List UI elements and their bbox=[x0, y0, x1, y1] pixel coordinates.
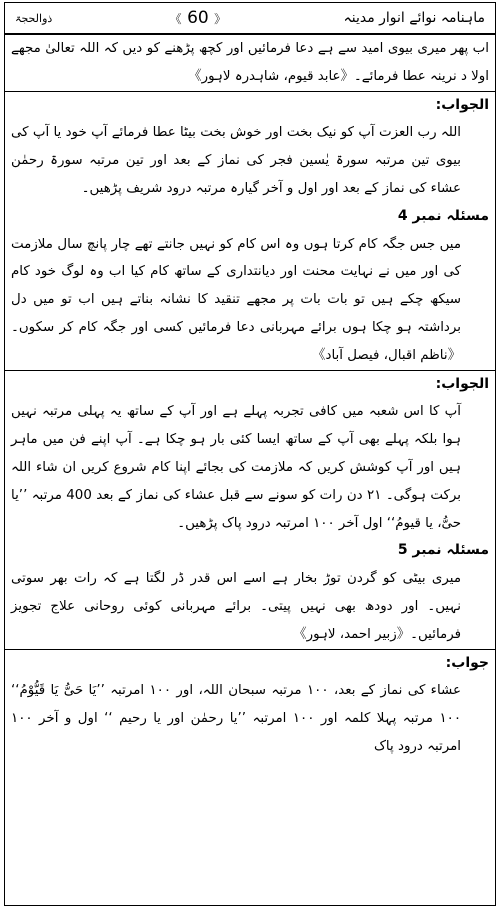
issue-month: ذوالحجۃ bbox=[15, 11, 53, 25]
article-body bbox=[5, 35, 495, 761]
answer-paragraph-5: عشاء کی نماز کے بعد، ۱۰۰ مرتبہ سبحان اللہ، اور ۱۰۰ امرتبہ ’’یَا حَیُّ یَا قَیُّوْمُ‘‘ ۱۰۰ مرتبہ پہلا کلمہ اور ۱۰۰ امرتبہ ’’یا رحمٰن اور یا رحیم ‘‘ اول و آخر ۱۰۰ امرتبہ درود پاک bbox=[11, 683, 462, 754]
page-number: 60 bbox=[187, 8, 209, 28]
answer-paragraph-4: آپ کا اس شعبہ میں کافی تجربہ پہلے ہے اور آپ کے ساتھ یہ پہلی مرتبہ نہیں ہوا بلکہ پہلے بھی آپ کے ساتھ ایسا کئی بار ہو چکا ہے۔ آپ اپنے فن میں ماہر ہیں اور آپ کوشش کریں کہ ملازمت کی بجائے اپنا کام شروع کریں ان شاء اللہ برکت ہوگی۔ ۲۱ دن رات کو سونے سے قبل عشاء کی نماز کے بعد 400 مرتبہ ’’یا حیُّ، یا قیومُ‘‘ اول آخر ۱۰۰ امرتبہ درود پاک پڑھیں۔ bbox=[11, 404, 461, 531]
answer-paragraph: اللہ رب العزت آپ کو نیک بخت اور خوش بخت بیٹا عطا فرمائے آپ خود یا آپ کی بیوی تین مرتبہ سورۃ یٰسین فجر کی نماز کے بعد اور تین مرتبہ سورۃ رحمٰن عشاء کی نماز کے بعد اور اول و آخر گیارہ مرتبہ درود شریف پڑھیں۔ bbox=[11, 125, 461, 196]
question-heading-4: مسئلہ نمبر 4 bbox=[397, 207, 489, 224]
question-heading-5: مسئلہ نمبر 5 bbox=[397, 542, 489, 559]
answer-heading-5: جواب: bbox=[445, 654, 489, 671]
page-header bbox=[5, 3, 495, 35]
magazine-page bbox=[4, 2, 496, 906]
ornament-left: 《 bbox=[169, 12, 182, 26]
answer-heading: الجواب: bbox=[435, 96, 489, 113]
ornament-right: 》 bbox=[214, 12, 227, 26]
answer-heading-4: الجواب: bbox=[435, 375, 489, 392]
question-continuation: اب پھر میری بیوی امید سے ہے دعا فرمائیں اور کچھ پڑھنے کو دیں کہ اللہ تعالیٰ مجھے اولا د نرینہ عطا فرمائے۔《عابد قیوم، شاہدرہ لاہور》 bbox=[11, 41, 489, 84]
question-paragraph-4: میں جس جگہ کام کرتا ہوں وہ اس کام کو نہیں جانتے تھے چار پانچ سال ملازمت کی اور میں نے نہایت محنت اور دیانتداری کے ساتھ کام کیا اب وہ لوگ خود کام سیکھ چکے ہیں تو بات بات پر مجھے تنقید کا نشانہ بناتے ہیں اب تو میں دل برداشتہ ہو چکا ہوں برائے مہربانی دعا فرمائیں کسی اور جگہ کام کر سکوں۔《ناظم اقبال، فیصل آباد》 bbox=[11, 236, 461, 363]
question-paragraph-5: میری بیٹی کو گردن توڑ بخار ہے اسے اس قدر ڈر لگتا ہے کہ رات بھر سوتی نہیں۔ اور دودھ بھی نہیں پیتی۔ برائے مہربانی کوئی روحانی علاج تجویز فرمائیں۔《زبیر احمد، لاہور》 bbox=[11, 571, 461, 642]
magazine-title: ماہنامہ نوائے انوار مدینہ bbox=[343, 10, 485, 26]
page-number-group bbox=[170, 8, 226, 28]
